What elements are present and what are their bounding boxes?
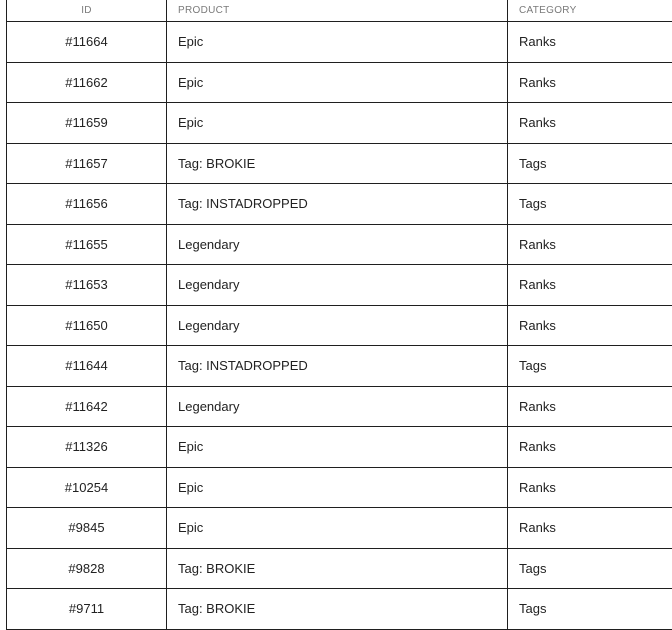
cell-id: #11657 (7, 143, 167, 184)
cell-id: #11642 (7, 386, 167, 427)
header-category[interactable]: CATEGORY (508, 0, 672, 22)
table-row[interactable] (7, 508, 672, 549)
cell-product: Tag: BROKIE (167, 143, 508, 184)
cell-category: Ranks (508, 22, 672, 63)
cell-product: Legendary (167, 265, 508, 306)
cell-product: Tag: INSTADROPPED (167, 184, 508, 225)
cell-product: Tag: BROKIE (167, 589, 508, 630)
table-row[interactable] (7, 22, 672, 63)
cell-id: #11662 (7, 62, 167, 103)
cell-product: Legendary (167, 224, 508, 265)
cell-id: #11653 (7, 265, 167, 306)
cell-category: Ranks (508, 103, 672, 144)
table-row[interactable] (7, 224, 672, 265)
table-row[interactable] (7, 589, 672, 630)
cell-category: Ranks (508, 62, 672, 103)
cell-product: Legendary (167, 305, 508, 346)
table-row[interactable] (7, 143, 672, 184)
cell-category: Ranks (508, 265, 672, 306)
table-row[interactable] (7, 467, 672, 508)
cell-id: #11664 (7, 22, 167, 63)
cell-id: #11659 (7, 103, 167, 144)
cell-category: Ranks (508, 467, 672, 508)
table-row[interactable] (7, 427, 672, 468)
table-row[interactable] (7, 62, 672, 103)
cell-category: Ranks (508, 508, 672, 549)
cell-category: Ranks (508, 305, 672, 346)
table-header (7, 0, 672, 22)
cell-category: Ranks (508, 427, 672, 468)
table-row[interactable] (7, 265, 672, 306)
table-row[interactable] (7, 103, 672, 144)
cell-id: #9711 (7, 589, 167, 630)
cell-category: Tags (508, 184, 672, 225)
cell-category: Tags (508, 346, 672, 387)
table-row[interactable] (7, 184, 672, 225)
cell-id: #10254 (7, 467, 167, 508)
cell-category: Ranks (508, 386, 672, 427)
table-row[interactable] (7, 305, 672, 346)
cell-id: #11650 (7, 305, 167, 346)
cell-id: #11326 (7, 427, 167, 468)
cell-product: Epic (167, 467, 508, 508)
table-row[interactable] (7, 346, 672, 387)
cell-product: Legendary (167, 386, 508, 427)
cell-product: Tag: BROKIE (167, 548, 508, 589)
orders-table-container (6, 0, 672, 630)
cell-product: Epic (167, 62, 508, 103)
orders-table (6, 0, 672, 630)
cell-id: #11656 (7, 184, 167, 225)
cell-id: #11644 (7, 346, 167, 387)
cell-id: #11655 (7, 224, 167, 265)
cell-product: Epic (167, 508, 508, 549)
table-row[interactable] (7, 548, 672, 589)
header-row (7, 0, 672, 22)
cell-category: Tags (508, 589, 672, 630)
table-body (7, 22, 672, 630)
cell-id: #9828 (7, 548, 167, 589)
cell-category: Ranks (508, 224, 672, 265)
header-id[interactable]: ID (7, 0, 167, 22)
table-row[interactable] (7, 386, 672, 427)
cell-id: #9845 (7, 508, 167, 549)
cell-product: Tag: INSTADROPPED (167, 346, 508, 387)
cell-category: Tags (508, 143, 672, 184)
cell-product: Epic (167, 103, 508, 144)
cell-product: Epic (167, 22, 508, 63)
header-product[interactable]: PRODUCT (167, 0, 508, 22)
cell-category: Tags (508, 548, 672, 589)
cell-product: Epic (167, 427, 508, 468)
